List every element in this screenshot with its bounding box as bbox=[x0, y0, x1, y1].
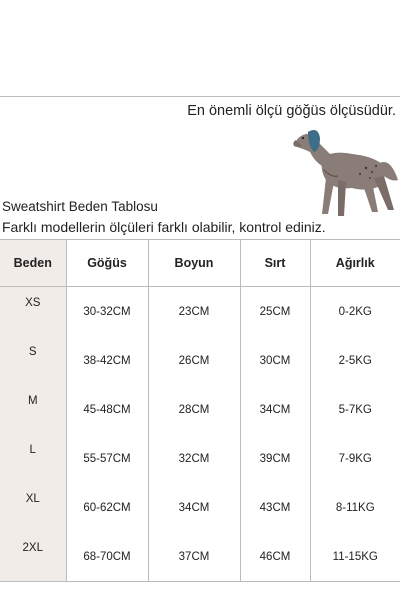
top-divider bbox=[0, 96, 400, 97]
size-cell: M bbox=[0, 385, 66, 434]
back-cell: 46CM bbox=[240, 532, 310, 582]
chest-cell: 45-48CM bbox=[66, 385, 148, 434]
back-cell: 25CM bbox=[240, 287, 310, 337]
size-cell: S bbox=[0, 336, 66, 385]
weight-cell: 11-15KG bbox=[310, 532, 400, 582]
neck-cell: 28CM bbox=[148, 385, 240, 434]
chest-cell: 38-42CM bbox=[66, 336, 148, 385]
col-header-gogus: Göğüs bbox=[66, 240, 148, 287]
size-cell: XL bbox=[0, 483, 66, 532]
neck-cell: 23CM bbox=[148, 287, 240, 337]
weight-cell: 2-5KG bbox=[310, 336, 400, 385]
headline: En önemli ölçü göğüs ölçüsüdür. bbox=[187, 103, 396, 119]
table-row bbox=[0, 532, 400, 582]
table-header-row bbox=[0, 240, 400, 287]
col-header-agirlik: Ağırlık bbox=[310, 240, 400, 287]
neck-cell: 37CM bbox=[148, 532, 240, 582]
weight-cell: 7-9KG bbox=[310, 434, 400, 483]
col-header-beden: Beden bbox=[0, 240, 66, 287]
table-row bbox=[0, 483, 400, 532]
chest-cell: 30-32CM bbox=[66, 287, 148, 337]
back-cell: 30CM bbox=[240, 336, 310, 385]
back-cell: 39CM bbox=[240, 434, 310, 483]
back-cell: 43CM bbox=[240, 483, 310, 532]
fit-note: Farklı modellerin ölçüleri farklı olabilir, kontrol ediniz. bbox=[2, 219, 326, 235]
neck-cell: 32CM bbox=[148, 434, 240, 483]
weight-cell: 5-7KG bbox=[310, 385, 400, 434]
weight-cell: 0-2KG bbox=[310, 287, 400, 337]
col-header-boyun: Boyun bbox=[148, 240, 240, 287]
neck-cell: 34CM bbox=[148, 483, 240, 532]
table-row bbox=[0, 434, 400, 483]
chart-subtitle: Sweatshirt Beden Tablosu bbox=[2, 199, 158, 214]
chest-cell: 55-57CM bbox=[66, 434, 148, 483]
size-cell: 2XL bbox=[0, 532, 66, 582]
weight-cell: 8-11KG bbox=[310, 483, 400, 532]
back-cell: 34CM bbox=[240, 385, 310, 434]
table-row bbox=[0, 336, 400, 385]
size-cell: XS bbox=[0, 287, 66, 337]
neck-cell: 26CM bbox=[148, 336, 240, 385]
col-header-sirt: Sırt bbox=[240, 240, 310, 287]
size-cell: L bbox=[0, 434, 66, 483]
chest-cell: 68-70CM bbox=[66, 532, 148, 582]
table-row bbox=[0, 287, 400, 337]
table-row bbox=[0, 385, 400, 434]
chest-cell: 60-62CM bbox=[66, 483, 148, 532]
size-table bbox=[0, 239, 400, 582]
